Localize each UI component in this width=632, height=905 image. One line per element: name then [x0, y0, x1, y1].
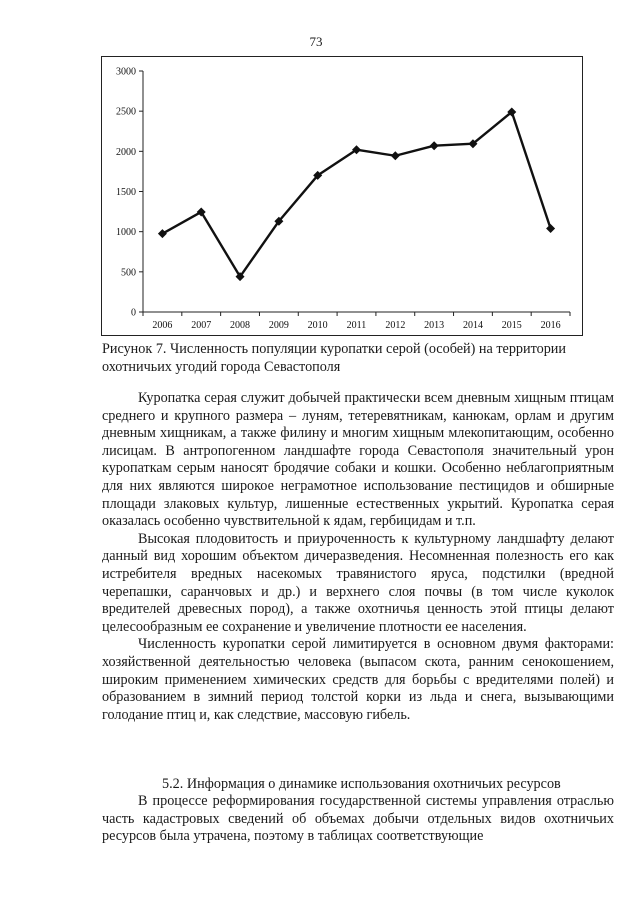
x-tick-label: 2015 — [501, 320, 522, 331]
section-text — [102, 793, 614, 846]
paragraph-1: Куропатка серая служит добычей практически всем дневным хищным птицам среднего и крупного размера – луням, тетеревятникам, канюкам, орлам и другим дневным хищникам, а также филину и многим хищным млекопитающим, особенно лисицам. В антропогенном ландшафте города Севастополя значительный урон куропаткам серым наносят бродячие собаки и кошки. Особенно неблагоприятным для них являются широкое неграмотное использование пестицидов и обширные площади злаковых культур, лишенные естественных укрытий. Куропатка серая оказалась особенно чувствительной к ядам, гербицидам и т.п. — [102, 390, 614, 530]
chart-svg — [102, 57, 584, 337]
data-point — [546, 224, 555, 233]
page-number: 73 — [309, 34, 323, 49]
data-point — [391, 151, 400, 160]
section-paragraph: В процессе реформирования государственной системы управления отраслью часть кадастровых сведений об объемах добычи отдельных видов охотничьих ресурсов была утрачена, поэтому в таблицах соответствующие — [102, 793, 614, 845]
paragraph-2: Высокая плодовитость и приуроченность к культурному ландшафту делают данный вид хорошим объектом дичеразведения. Несомненная полезность его как истребителя вредных насекомых травянистого яруса, подстилки (вредной черепашки, саранчовых и др.) и верхнего слоя почвы (в том числе куколок вредителей древесных пород), а также охотничья ценность этой птицы делают целесообразным ее сохранение и увеличение плотности ее населения. — [102, 530, 614, 635]
x-tick-label: 2009 — [268, 320, 289, 331]
x-tick-label: 2014 — [462, 320, 483, 331]
x-tick-label: 2012 — [385, 320, 406, 331]
population-chart — [101, 56, 583, 336]
data-point — [430, 141, 439, 150]
y-tick-label: 2000 — [116, 146, 136, 158]
body-text — [102, 390, 614, 724]
x-tick-label: 2013 — [424, 320, 445, 331]
x-tick-label: 2006 — [152, 320, 173, 331]
x-tick-label: 2011 — [346, 320, 367, 331]
x-tick-label: 2007 — [191, 320, 212, 331]
series-line — [162, 112, 550, 277]
figure-caption: Рисунок 7. Численность популяции куропатки серой (особей) на территории охотничьих угодий города Севастополя — [102, 341, 566, 375]
section-heading: 5.2. Информация о динамике использования охотничьих ресурсов — [162, 776, 561, 792]
x-tick-label: 2010 — [307, 320, 328, 331]
x-tick-label: 2016 — [540, 320, 561, 331]
y-tick-label: 1500 — [116, 187, 136, 198]
y-tick-label: 3000 — [116, 66, 136, 78]
data-point — [158, 229, 167, 238]
x-tick-label: 2008 — [230, 320, 251, 331]
paragraph-3: Численность куропатки серой лимитируется в основном двумя факторами: хозяйственной деятельностью человека (выпасом скота, ранним сенокошением, широким применением химических средств для борьбы с вредителями полей) и образованием в зимний период толстой корки из льда и снега, вызывающими голодание птиц и, как следствие, массовую гибель. — [102, 636, 614, 723]
y-tick-label: 2500 — [116, 106, 136, 118]
y-tick-label: 500 — [121, 267, 136, 279]
y-tick-label: 0 — [131, 307, 136, 319]
y-tick-label: 1000 — [116, 227, 136, 239]
